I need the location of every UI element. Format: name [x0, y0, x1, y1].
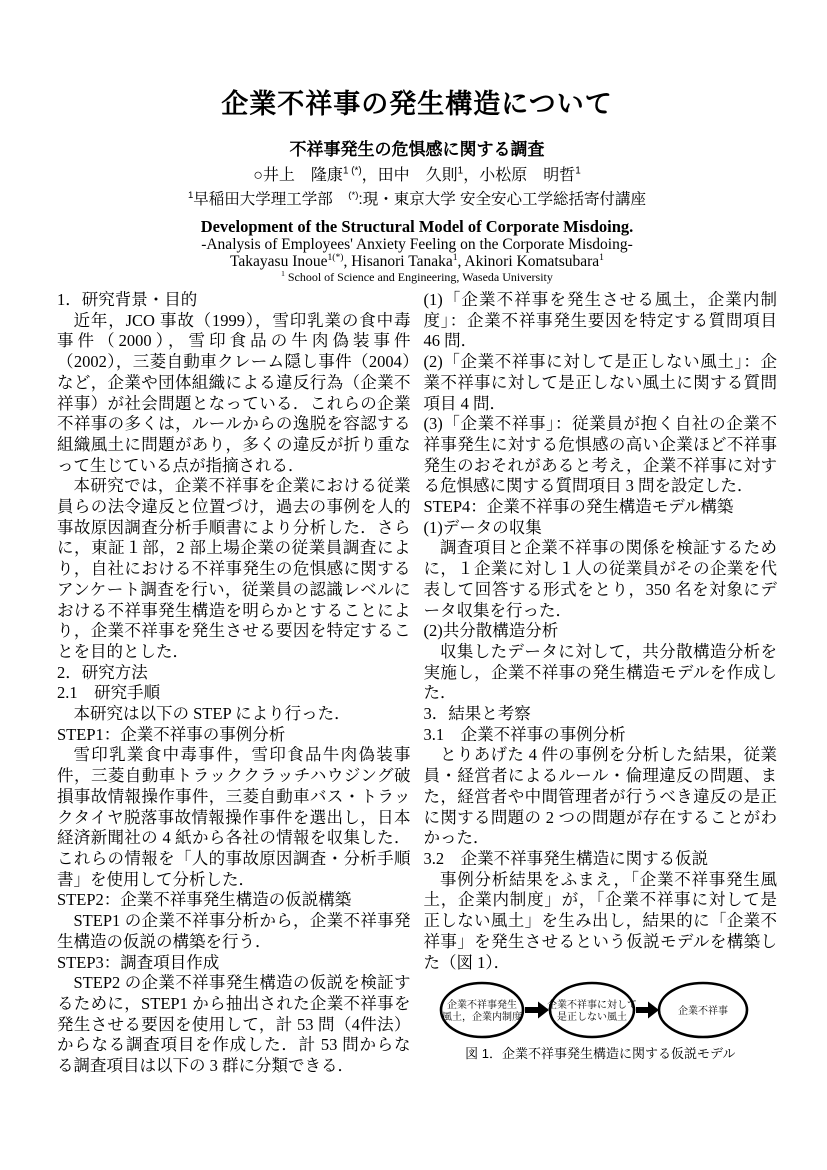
author-ja-2: ，田中 久則	[361, 167, 458, 184]
subsection-heading: 3.1 企業不祥事の事例分析	[423, 724, 626, 744]
subsection-heading: 3.2 企業不祥事発生構造に関する仮説	[423, 848, 709, 868]
step-heading: STEP2：企業不祥事発生構造の仮説構築	[57, 890, 352, 910]
affiliation-ja-org: 早稲田大学理工学部	[193, 191, 349, 208]
section-heading: 3．結果と考察	[423, 704, 531, 724]
paragraph: STEP2 の企業不祥事発生構造の仮説を検証するために，STEP1 から抽出された企業不祥事を発生させる要因を使用して，計 53 問（4件法）からなる調査項目を作成した．計 53 問からなる調査項目は以下の 3 群に分類できる．	[57, 973, 411, 1076]
author-en-3: , Akinori Komatsubara	[457, 253, 600, 270]
model-node-misdoing-label: 企業不祥事	[677, 1006, 728, 1018]
affiliation-ja-note-sup: (*)	[348, 189, 359, 201]
list-item: (1)「企業不祥事を発生させる風土，企業内制度」：企業不祥事発生要因を特定する質問項目 46 問．	[423, 290, 777, 351]
authors-en	[57, 253, 777, 270]
arrow-icon	[636, 1002, 659, 1019]
paragraph: 事例分析結果をふまえ，「企業不祥事発生風土，企業内制度」が，「企業不祥事に対して是正しない風土」を生み出し，結果的に「企業不祥事」を発生させるという仮説モデルを構築した（図 1）．	[423, 869, 778, 972]
author-en-3-sup: 1	[599, 251, 604, 263]
affiliation-en	[57, 270, 777, 285]
arrow-icon	[525, 1002, 549, 1019]
paper-header	[57, 86, 777, 285]
sub-heading: (2)共分散構造分析	[423, 621, 559, 641]
author-ja-1: ○井上 隆康	[253, 167, 343, 184]
paper-subtitle-en: -Analysis of Employees' Anxiety Feeling on the Corporate Misdoing-	[201, 236, 633, 253]
author-ja-3-sup: 1	[575, 165, 581, 177]
model-node-nocorrection-label-line1: 企業不祥事に対して	[546, 1000, 637, 1012]
hypothesis-model-diagram	[426, 980, 778, 1042]
paper-subtitle-ja: 不祥事発生の危惧感に関する調査	[289, 140, 545, 159]
section-heading: 1．研究背景・目的	[57, 290, 198, 309]
model-node-climate-label-line1: 企業不祥事発生	[446, 1000, 517, 1012]
paragraph: STEP1 の企業不祥事分析から，企業不祥事発生構造の仮説の構築を行う．	[57, 911, 411, 951]
list-item: (3)「企業不祥事」：従業員が抱く自社の企業不祥事発生に対する危惧感の高い企業ほど不祥事発生のおそれがあると考え，企業不祥事に対する危惧感に関する質問項目 3 問を設定した．	[423, 414, 777, 496]
author-ja-2-sup: 1	[457, 165, 464, 177]
affiliation-en-org: School of Science and Engineering, Waseda University	[284, 270, 553, 284]
paragraph: 近年，JCO 事故（1999），雪印乳業の食中毒事件（2000），雪印食品の牛肉偽装事件（2002），三菱自動車クレーム隠し事件（2004）など，企業や団体組織による違反行為（企業不祥事）が社会問題となっている．これらの企業不祥事の多くは，ルールからの逸脱を容認する組織風土に問題があり，多くの違反が折り重なって生じている点が指摘される．	[57, 310, 411, 475]
affiliation-ja	[57, 188, 777, 212]
section-heading: 2．研究方法	[57, 662, 148, 682]
right-column	[424, 290, 778, 1077]
author-ja-1-sup: 1 (*)	[342, 165, 362, 177]
subsection-heading: 2.1 研究手順	[57, 683, 161, 703]
step-heading: STEP4：企業不祥事の発生構造モデル構築	[423, 497, 734, 517]
paragraph: とりあげた 4 件の事例を分析した結果，従業員・経営者によるルール・倫理違反の問題、また，経営者や中間管理者が行うべき違反の是正に関する問題の 2 つの問題が存在することがわかった．	[423, 745, 777, 848]
step-heading: STEP3：調査項目作成	[57, 952, 220, 972]
sub-heading: (1)データの収集	[423, 517, 542, 537]
affiliation-ja-sup: 1	[187, 189, 194, 201]
list-item: (2)「企業不祥事に対して是正しない風土」：企業不祥事に対して是正しない風土に関する質問項目 4 問．	[423, 352, 777, 413]
paper-title-ja: 企業不祥事の発生構造について	[221, 89, 613, 119]
model-node-nocorrection-label-line2: 是正しない風土	[556, 1012, 627, 1024]
paragraph: 調査項目と企業不祥事の関係を検証するために，１企業に対し１人の従業員がその企業を代表して回答する形式をとり，350 名を対象にデータ収集を行った．	[423, 538, 777, 620]
paragraph: 収集したデータに対して，共分散構造分析を実施し，企業不祥事の発生構造モデルを作成した．	[423, 641, 777, 703]
step-heading: STEP1：企業不祥事の事例分析	[57, 724, 286, 744]
author-en-2-sup: 1	[452, 251, 458, 263]
author-en-1: Takayasu Inoue	[230, 253, 328, 270]
authors-ja	[57, 164, 777, 188]
affiliation-en-sup: 1	[281, 269, 285, 278]
paragraph: 雪印乳業食中毒事件，雪印食品牛肉偽装事件，三菱自動車トラッククラッチハウジング破損事故情報操作事件，三菱自動車バス・トラックタイヤ脱落事故情報操作事件を選出し，日本経済新聞社の 4 紙から各社の情報を収集した．これらの情報を「人的事故原因調査・分析手順書」を使用して分析した．	[57, 745, 411, 889]
model-node-climate-label-line2: 風土，企業内制度	[441, 1012, 522, 1024]
body-columns	[57, 290, 777, 1077]
paper-title-en: Development of the Structural Model of Corporate Misdoing.	[200, 217, 634, 236]
affiliation-ja-note: :現・東京大学 安全安心工学総括寄付講座	[358, 191, 647, 208]
figure-caption: 図 1．企業不祥事発生構造に関する仮説モデル	[465, 1046, 736, 1062]
author-en-2: , Hisanori Tanaka	[343, 253, 453, 270]
author-ja-3: ，小松原 明哲	[463, 167, 576, 184]
paragraph: 本研究は以下の STEP により行った．	[73, 704, 351, 724]
left-column	[57, 290, 411, 1077]
paragraph: 本研究では，企業不祥事を企業における従業員らの法令違反と位置づけ，過去の事例を人的事故原因調査分析手順書により分析した．さらに，東証１部，2 部上場企業の従業員調査により，自社における不祥事発生の危惧感に関するアンケート調査を行い，従業員の認識レベルにおける不祥事発生構造を明らかとすることにより，企業不祥事を発生させる要因を特定することを目的とした．	[57, 476, 411, 661]
author-en-1-sup: 1(*)	[327, 251, 344, 263]
hypothesis-model-figure	[424, 980, 778, 1065]
